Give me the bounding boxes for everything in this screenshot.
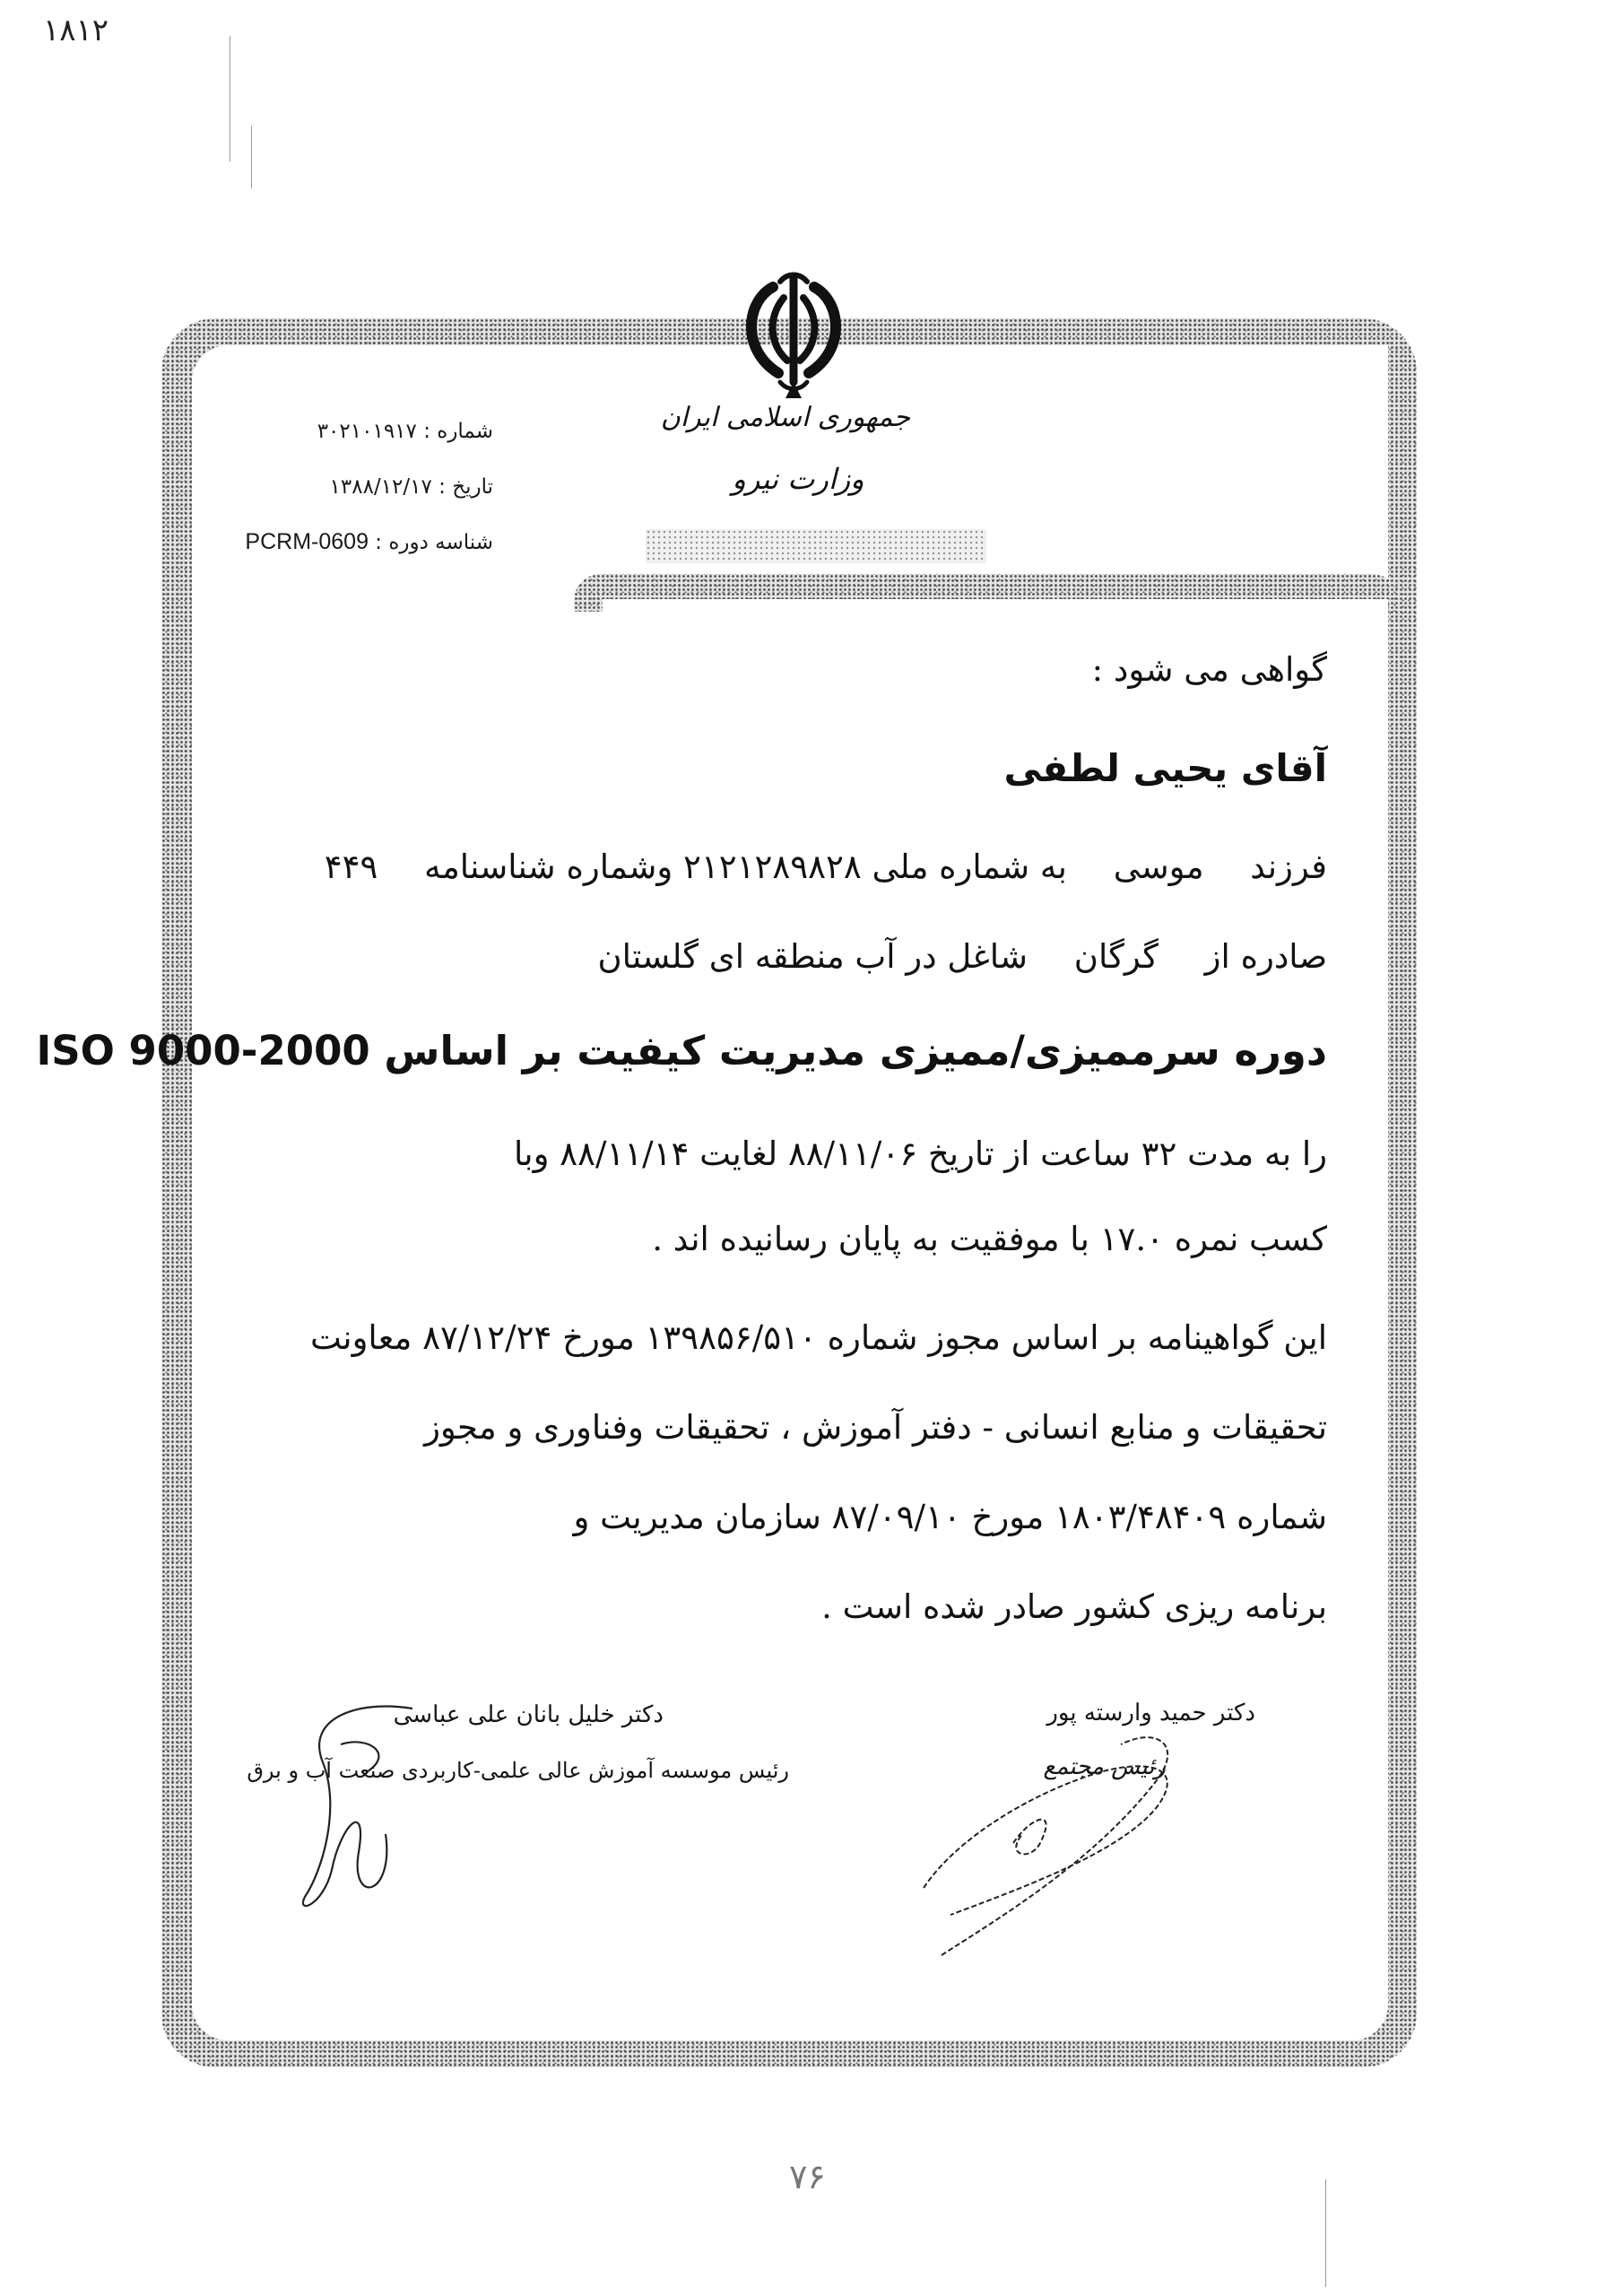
recipient-details-line [269,848,1327,886]
right-signatory-name: دکتر حمید وارسته پور [1046,1700,1255,1726]
left-signature-scribble [287,1691,430,1924]
page-number: ۷۶ [789,2157,826,2196]
issued-label: صادره از [1204,937,1327,976]
national-id-label: به شماره ملی [872,848,1067,886]
issue-date-label: تاریخ : [438,475,493,499]
national-emblem-icon [726,267,861,402]
course-id-label: شناسه دوره : [375,531,493,554]
issue-date-value: ۱۳۸۸/۱۲/۱۷ [329,475,432,499]
recipient-name: آقای یحیی لطفی [1003,746,1327,790]
right-signatory-title: رئیس مجتمع [1043,1753,1166,1780]
right-signature-scribble [888,1709,1264,1969]
employment-text: شاغل در آب منطقه ای گلستان [597,937,1028,976]
score-line: کسب نمره ۱۷.۰ با موفقیت به پایان رسانیده اند . [652,1220,1327,1258]
archive-number-note: ۱۸۱۲ [43,13,109,48]
emblem-band [646,529,986,563]
frame-header-bar-inner [603,599,1388,626]
reference-number [242,420,493,443]
license-line-2: تحقیقات و منابع انسانی - دفتر آموزش ، تحقیقات وفناوری و مجوز [424,1408,1327,1447]
birth-certificate-label: وشماره شناسنامه [424,848,673,886]
issuance-line [448,937,1327,976]
punch-mark [1325,2179,1326,2287]
duration-line: را به مدت ۳۲ ساعت از تاریخ ۸۸/۱۱/۰۶ لغایت ۸۸/۱۱/۱۴ وبا [514,1135,1327,1173]
birth-certificate-value: ۴۴۹ [324,848,378,886]
national-id-value: ۲۱۲۱۲۸۹۸۲۸ [683,848,862,886]
left-signatory-name: دکتر خلیل بانان علی عباسی [393,1701,664,1728]
license-line-3: شماره ۱۸۰۳/۴۸۴۰۹ مورخ ۸۷/۰۹/۱۰ سازمان مدیریت و [573,1498,1327,1536]
course-id-value: PCRM-0609 [245,529,369,554]
country-name: جمهوری اسلامی ایران [660,402,910,433]
course-id [224,529,493,555]
reference-number-value: ۳۰۲۱۰۱۹۱۷ [317,420,417,443]
left-signatory-title: رئیس موسسه آموزش عالی علمی-کاربردی صنعت آب و برق [247,1758,789,1783]
punch-mark [251,126,252,188]
reference-number-label: شماره : [423,420,493,443]
parent-name: موسی [1113,848,1204,886]
ministry-name: وزارت نیرو [732,462,864,496]
issued-city: گرگان [1073,937,1159,976]
parent-label: فرزند [1250,848,1327,886]
certificate-intro: گواهی می شود : [1091,650,1327,689]
license-line-4: برنامه ریزی کشور صادر شده است . [821,1587,1327,1626]
course-title: دوره سرممیزی/ممیزی مدیریت کیفیت بر اساس ISO 9000-2000 [36,1027,1327,1074]
license-line-1: این گواهینامه بر اساس مجوز شماره ۱۳۹۸۵۶/۵۱۰ مورخ ۸۷/۱۲/۲۴ معاونت [309,1318,1327,1357]
issue-date [242,475,493,499]
